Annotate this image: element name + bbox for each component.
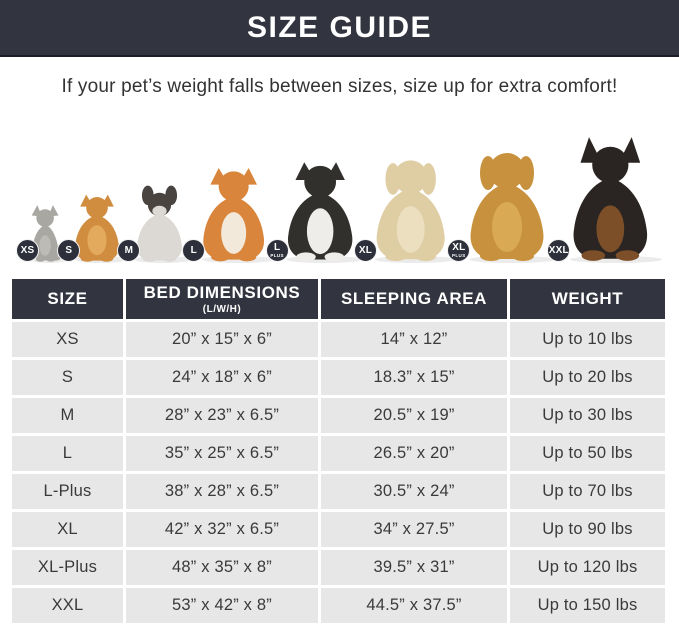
header-cell-size: [12, 279, 123, 319]
pet-figure-xxl: [548, 135, 664, 263]
golden-retriever-illustration: [457, 143, 557, 263]
border-collie-illustration: [276, 157, 364, 263]
cell-area: 30.5” x 24”: [321, 474, 507, 509]
pets-size-row: [0, 102, 679, 267]
cell-size: S: [12, 360, 123, 395]
cell-bed: 38” x 28” x 6.5”: [126, 474, 318, 509]
cell-area: 14” x 12”: [321, 322, 507, 357]
cell-size: XL: [12, 512, 123, 547]
size-badge-label: L: [190, 244, 197, 256]
cell-area: 39.5” x 31”: [321, 550, 507, 585]
column-sublabel: (L/W/H): [202, 304, 242, 315]
size-badge-label: XS: [20, 244, 35, 256]
labrador-illustration: [364, 151, 457, 263]
column-label: BED DIMENSIONS: [143, 283, 301, 302]
column-label: SIZE: [47, 289, 88, 308]
cell-weight: Up to 150 lbs: [510, 588, 665, 623]
size-badge-label: XL: [452, 241, 466, 253]
cell-weight: Up to 10 lbs: [510, 322, 665, 357]
cell-weight: Up to 50 lbs: [510, 436, 665, 471]
cell-bed: 20” x 15” x 6”: [126, 322, 318, 357]
cell-size: XXL: [12, 588, 123, 623]
cell-area: 20.5” x 19”: [321, 398, 507, 433]
header-cell-bed-dimensions: [126, 279, 318, 319]
size-badge-label: L: [274, 241, 281, 253]
cell-weight: Up to 90 lbs: [510, 512, 665, 547]
cell-bed: 35” x 25” x 6.5”: [126, 436, 318, 471]
size-badge-l-plus: [266, 239, 289, 262]
cell-bed: 48” x 35” x 8”: [126, 550, 318, 585]
cell-size: M: [12, 398, 123, 433]
pet-figure-xl: [358, 151, 457, 263]
cell-weight: Up to 20 lbs: [510, 360, 665, 395]
pet-figure-l: [192, 163, 275, 263]
column-label: SLEEPING AREA: [340, 289, 488, 308]
title-bar: [0, 0, 679, 57]
size-badge-xl: [354, 239, 377, 262]
cell-area: 26.5” x 20”: [321, 436, 507, 471]
page-title: SIZE GUIDE: [246, 10, 433, 44]
cell-size: XS: [12, 322, 123, 357]
size-badge-label: S: [65, 244, 73, 256]
cell-area: 44.5” x 37.5”: [321, 588, 507, 623]
size-guide-table: [12, 279, 667, 623]
size-badge-sublabel: PLUS: [270, 252, 284, 258]
size-badge-sublabel: PLUS: [452, 252, 466, 258]
cell-weight: Up to 70 lbs: [510, 474, 665, 509]
header-cell-sleeping-area: [321, 279, 507, 319]
cell-area: 34” x 27.5”: [321, 512, 507, 547]
size-badge-xs: [16, 239, 39, 262]
size-badge-label: M: [124, 244, 134, 256]
cell-bed: 24” x 18” x 6”: [126, 360, 318, 395]
cell-size: XL-Plus: [12, 550, 123, 585]
header-cell-weight: [510, 279, 665, 319]
pet-figure-l-plus: [270, 157, 364, 263]
cell-size: L-Plus: [12, 474, 123, 509]
cell-weight: Up to 30 lbs: [510, 398, 665, 433]
column-label: WEIGHT: [551, 289, 624, 308]
doberman-illustration: [557, 135, 664, 263]
pet-figure-xl-plus: [452, 143, 557, 263]
cell-area: 18.3” x 15”: [321, 360, 507, 395]
cell-bed: 53” x 42” x 8”: [126, 588, 318, 623]
subtitle-text: If your pet’s weight falls between sizes, size up for extra comfort!: [61, 76, 618, 97]
cell-bed: 28” x 23” x 6.5”: [126, 398, 318, 433]
cell-weight: Up to 120 lbs: [510, 550, 665, 585]
cell-bed: 42” x 32” x 6.5”: [126, 512, 318, 547]
cell-size: L: [12, 436, 123, 471]
size-badge-label: XL: [358, 244, 373, 256]
size-badge-label: XXL: [548, 244, 569, 256]
